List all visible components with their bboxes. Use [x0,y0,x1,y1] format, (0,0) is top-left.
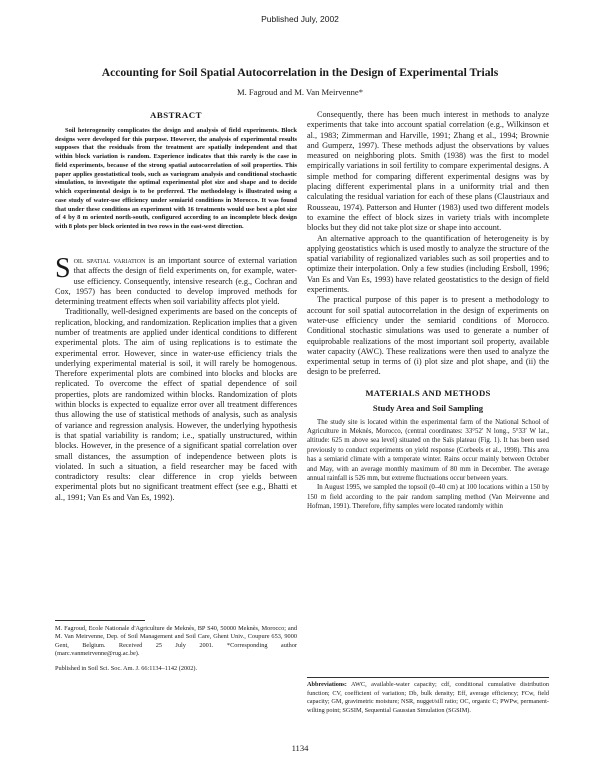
left-column [55,110,297,503]
drop-cap: S [55,252,71,284]
footnote [55,612,297,673]
subsection-heading: Study Area and Soil Sampling [372,402,484,413]
right-column [307,110,549,512]
footnote-citation: Published in Soil Sci. Soc. Am. J. 66:1134–1142 (2002). [55,664,198,672]
footnote-affiliation: M. Fagroud, Ecole Nationale d'Agriculture de Meknès, BP S40, 50000 Meknès, Morocco; and M. Van Meirvenne, Dep. of Soil Management and Soil Care, Ghent Univ., Coupure 653, 9000 Gent, Belgium. Received 25 July 2001. *Corresponding author (marc.vanmeirvenne@rug.ac.be). [55,625,297,658]
left-paragraph-2: Traditionally, well-designed experiments are based on the concepts of replication, blocking, and randomization. Replication implies that a given number of treatments are applied under identical conditions to different experimental plots. The aim of using replications is to estimate the experimental error. However, since in water-use efficiency trials the underlying experimental material is soil, it will rarely be homogenous. Therefore experimental plots are combined into blocks and blocks are replicated. To overcome the effect of spatial dependence of soil properties, plots are randomized within blocks. Randomization of plots within blocks is expected to equalize error over all treatment differences thus allowing the use of statistical methods of analysis, such as analysis of variance and regression analysis. However, the underlying hypothesis is that spatial variability is random; i.e., spatially unstructured, within blocks. However, in the presence of a significant spatial correlation over small distances, the assumption of independence between plots is violated. In such a situation, a field researcher may be faced with contradictory results: clear difference in crop yields between experimental plots but no significant treatment effect (see e.g., Bhatti et al., 1991; Van Es and Van Es, 1992). [55,307,297,502]
footnote-rule [55,620,145,621]
page-number: 1134 [291,743,309,753]
right-paragraph-4: The study site is located within the experimental farm of the National School of Agriculture in Meknès, Morocco, (central coordinates: 33°52′ N long., 5°33′ W lat., altitude: 625 m above sea level) situated on the Saïs plateau (Fig. 1). It has been used previously to conduct experiments on yield response (Corbeels et al., 1998). This area has a semiarid climate with a temperate winter. Rains occur mainly between October and May, with an average monthly maximum of 80 mm in December. The average annual rainfall is 526 mm, but extreme fluctuations occur between years. [307,418,549,482]
intro-smallcaps: oil spatial variation [73,255,146,265]
published-date: Published July, 2002 [261,14,339,24]
section-heading: MATERIALS AND METHODS [365,387,491,398]
right-paragraph-2: An alternative approach to the quantification of heterogeneity is by applying geostatistics which is used mostly to analyze the structure of the spatial variability of regionalized variables such as soil properties and to optimize their interpolation. Only a few studies (including Ersboll, 1996; Van Es and Van Es, 1993) have related geostatistics to the design of field experiments. [307,233,549,295]
abstract-text: Soil heterogeneity complicates the design and analysis of field experiments. Block designs were developed for this purpose. However, the analysis of experimental results supposes that the residuals from the treatment are spatially independent and that within block variation is random. Experience indicates that this rarely is the case in field experiments, because of the strong spatial autocorrelation of soil properties. This paper applies geostatistical tools, such as variogram analysis and conditional stochastic simulation, to investigate the optimal experimental plot size and shape and to decide which experimental design is to be preferred. The methodology is illustrated using a case study of water-use efficiency under semiarid conditions in Morocco. It was found that under these conditions an experiment with 16 treatments would use best a plot size of 4 by 8 m oriented north-south, configured according to an incomplete block design with 8 plots per block oriented in two rows in the east-west direction. [55,126,297,231]
right-paragraph-1: Consequently, there has been much interest in methods to analyze experiments that take into account spatial correlation (e.g., Wilkinson et al., 1983; Zimmerman and Harville, 1991; Zhang et al., 1994; Brownie and Gumperz, 1997). These methods adjust the observations by values measured on neighboring plots. Smith (1938) was the first to model empirically variations in soil fertility to compare experimental designs. A simple method for comparing different experimental designs was by placing different experimental plans in a uniformity trial and then calculating the residual variation for each of these plans (Claustriaux and Rousseau, 1974). Patterson and Hunter (1983) used two different models to examine the effect of block sizes in variety trials with incomplete blocks but they did not take plot size or shape into account. [307,110,549,233]
paper-title: Accounting for Soil Spatial Autocorrelation in the Design of Experimental Trials [101,66,499,79]
paper-authors: M. Fagroud and M. Van Meirvenne* [236,87,364,97]
right-paragraph-3: The practical purpose of this paper is to present a methodology to account for soil spatial autocorrelation in the design of experiments on water-use efficiency under the semiarid conditions of Morocco. Conditional stochastic simulations was used to generate a number of equiprobable realizations of the most important soil property, available water capacity (AWC). These realizations were then used to analyze the experimental setup in terms of (i) plot size and plot shape, and (ii) the design to be preferred. [307,295,549,377]
intro-paragraph [55,252,297,307]
abbreviations-box [307,677,549,715]
abbreviations-label: Abbreviations: [307,681,347,688]
right-paragraph-5: In August 1995, we sampled the topsoil (0–40 cm) at 100 locations within a 150 by 150 m field according to the pair random sampling method (Van Meirvenne and Hofman, 1991). Therefore, fifty samples were located randomly within [307,484,549,511]
abbreviations-text: AWC, available-water capacity; cdf, conditional cumulative distribution function; CV, coefficient of variation; Db, bulk density; Eff, average efficiency; FCw, field capacity; GM, gravimetric moisture; NSR, nugget/sill ratio; OC, organic C; PWPw, permanent-wilting point; SGSIM, Sequential Gaussian Simulation (SGSIM). [307,681,549,714]
intro-rest: is an important source of external variation that affects the design of field experiments on, for example, water-use efficiency. Consequently, intensive research (e.g., Cochran and Cox, 1957) has been conducted to develop improved methods for determining treatment effects when soil variability affects plot yield. [55,255,297,307]
abstract-heading: ABSTRACT [150,110,202,120]
